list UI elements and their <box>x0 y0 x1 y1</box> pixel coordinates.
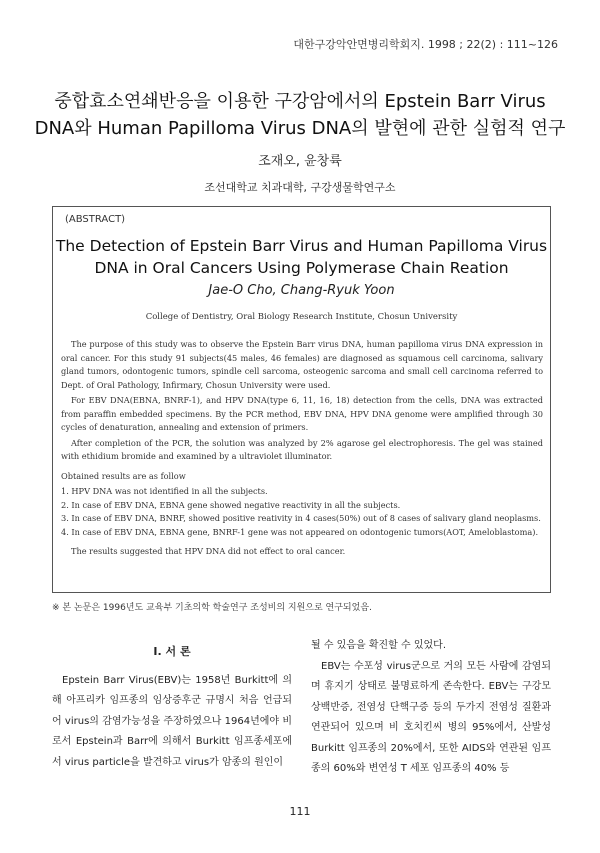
abstract-result-item: 4. In case of EBV DNA, EBNA gene, BNRF-1 gene was not appeared on odontogenic tumors(AOT, Ameloblastoma). <box>61 526 539 537</box>
body-column-left <box>52 636 292 773</box>
english-title-line-2: DNA in Oral Cancers Using Polymerase Chain Reation <box>94 259 509 277</box>
abstract-paragraph-methods: For EBV DNA(EBNA, BNRF-1), and HPV DNA(type 6, 11, 16, 18) detection from the cells, DNA was extracted from paraffin embedded specimens. By the PCR method, EBV DNA, HPV DNA genome were amplified through 30 cycles of denaturation, annealing and extension of primers. <box>61 395 543 432</box>
section-heading-introduction: I. 서 론 <box>153 645 191 658</box>
abstract-results-intro: Obtained results are as follow <box>61 470 186 481</box>
abstract-paragraph-analysis: After completion of the PCR, the solution was analyzed by 2% agarose gel electrophoresis. The gel was stained with ethidium bromide and examined by a ultraviolet illuminator. <box>61 437 543 461</box>
abstract-conclusion: The results suggested that HPV DNA did not effect to oral cancer. <box>71 546 346 556</box>
korean-title <box>20 88 580 142</box>
abstract-result-item: 2. In case of EBV DNA, EBNA gene showed negative reactivity in all the subjects. <box>61 499 401 510</box>
english-authors: Jae-O Cho, Chang-Ryuk Yoon <box>208 283 395 298</box>
body-paragraph: EBV는 수포성 virus군으로 거의 모든 사람에 감염되며 휴지기 상태로 불명료하게 존속한다. EBV는 구강모상백반증, 전염성 단핵구증 등의 두가지 전염성 질환과 연관되어 있으며 비 호치킨씨 병의 95%에서, 산발성 Burkitt 임프종의 20%에서, 또한 AIDS와 연관된 임프종의 60%와 변연성 T 세포 임프종의 40% 등 <box>311 660 551 774</box>
korean-title-line-2: DNA와 Human Papilloma Virus DNA의 발현에 관한 실험적 연구 <box>34 118 566 139</box>
korean-authors: 조재오, 윤창륙 <box>258 154 342 169</box>
english-affiliation: College of Dentistry, Oral Biology Research Institute, Chosun University <box>145 312 458 322</box>
abstract-body <box>61 338 543 561</box>
abstract-result-item: 3. In case of EBV DNA, BNRF, showed positive reativity in 4 cases(50%) out of 8 cases of salivary gland neoplasms. <box>61 513 541 523</box>
korean-affiliation: 조선대학교 치과대학, 구강생물학연구소 <box>204 181 396 194</box>
korean-title-line-1: 중합효소연쇄반응을 이용한 구강암에서의 Epstein Barr Virus <box>54 91 546 112</box>
body-paragraph-continued: 될 수 있음을 확진할 수 있었다. <box>311 640 446 651</box>
abstract-paragraph-purpose: The purpose of this study was to observe the Epstein Barr virus DNA, human papilloma virus DNA expression in oral cancer. For this study 91 subjects(45 males, 46 females) are diagnosed as squamous cell carcinoma, salivary gland tumors, odontogenic tumors, spindle cell sarcoma, osteogenic sarcoma and small cell carcinoma referred to Dept. of Oral Pathology, Infirmary, Chosun University were used. <box>61 339 543 390</box>
abstract-box <box>52 206 551 593</box>
abstract-label: (ABSTRACT) <box>65 214 126 225</box>
english-title <box>53 235 550 279</box>
journal-citation: 대한구강악안면병리학회지. 1998 ; 22(2) : 111~126 <box>293 38 558 51</box>
page-number: 111 <box>289 805 311 818</box>
body-column-right <box>311 636 551 780</box>
funding-footnote: ※ 본 논문은 1996년도 교육부 기초의학 학술연구 조성비의 지원으로 연구되었음. <box>52 603 372 613</box>
english-title-line-1: The Detection of Epstein Barr Virus and Human Papilloma Virus <box>55 237 548 255</box>
abstract-result-item: 1. HPV DNA was not identified in all the subjects. <box>61 486 268 496</box>
body-paragraph: Epstein Barr Virus(EBV)는 1958년 Burkitt에 의해 아프리카 임프종의 임상증후군 규명시 처음 언급되어 virus의 감염가능성을 주장하였으나 1964년에야 비로서 Epstein과 Barr에 의해서 Burkitt 임프종세포에서 virus particle을 발견하고 virus가 암종의 원인이 <box>52 674 292 768</box>
abstract-results-list <box>61 485 543 539</box>
